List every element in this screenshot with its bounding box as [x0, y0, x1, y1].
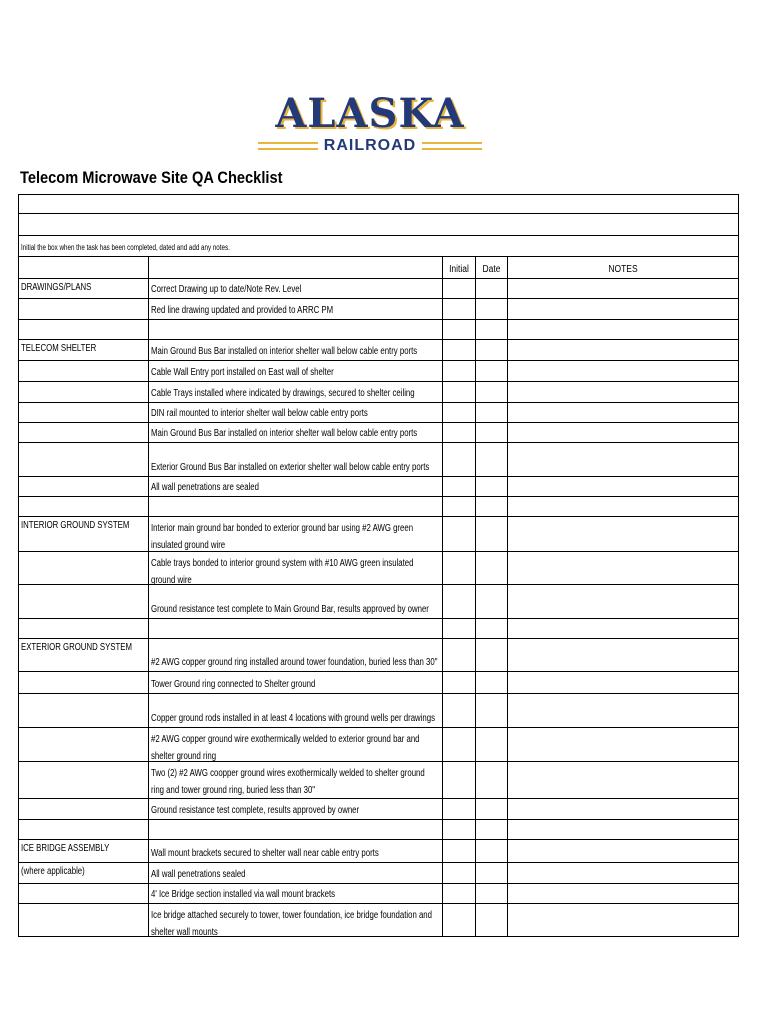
logo-rule	[258, 142, 318, 144]
notes-cell[interactable]	[507, 904, 739, 936]
task-label: All wall penetrations are sealed	[151, 482, 259, 493]
initial-cell[interactable]	[442, 728, 475, 761]
task-label: Red line drawing updated and provided to ARRC PM	[151, 305, 334, 316]
table-row	[18, 403, 739, 423]
table-row	[18, 552, 739, 585]
section-label: TELECOM SHELTER	[21, 343, 97, 354]
table-row	[18, 672, 739, 694]
date-cell[interactable]	[475, 619, 507, 638]
logo-rule	[422, 142, 482, 144]
table-row	[18, 214, 739, 236]
section-cell	[18, 299, 148, 319]
task-cell	[148, 299, 442, 319]
date-cell[interactable]	[475, 672, 507, 693]
section-label: (where applicable)	[21, 866, 85, 877]
notes-cell[interactable]	[507, 361, 739, 381]
initial-cell[interactable]	[442, 423, 475, 442]
table-row	[18, 863, 739, 884]
notes-cell[interactable]	[507, 672, 739, 693]
initial-cell[interactable]	[442, 552, 475, 584]
task-cell	[148, 820, 442, 839]
task-label: Two (2) #2 AWG coopper ground wires exothermically welded to shelter ground ring and tower ground ring, buried less than 30"	[151, 768, 425, 796]
initial-cell[interactable]	[442, 517, 475, 551]
table-row	[18, 840, 739, 863]
task-label: #2 AWG copper ground wire exothermically welded to exterior ground bar and shelter ground ring	[151, 734, 420, 762]
task-cell	[148, 423, 442, 442]
section-cell	[18, 320, 148, 339]
table-row	[18, 820, 739, 840]
date-cell[interactable]	[475, 904, 507, 936]
section-cell	[18, 517, 148, 551]
section-cell	[18, 884, 148, 903]
table-row	[18, 340, 739, 361]
section-cell	[18, 799, 148, 819]
date-cell[interactable]	[475, 639, 507, 671]
notes-cell[interactable]	[507, 320, 739, 339]
task-label: Correct Drawing up to date/Note Rev. Level	[151, 284, 302, 295]
task-label: 4' Ice Bridge section installed via wall mount brackets	[151, 889, 336, 900]
initial-cell[interactable]	[442, 477, 475, 496]
task-cell	[148, 517, 442, 551]
date-cell[interactable]	[475, 799, 507, 819]
section-cell	[18, 423, 148, 442]
task-cell	[148, 840, 442, 862]
task-label: Main Ground Bus Bar installed on interior shelter wall below cable entry ports	[151, 428, 418, 439]
table-row	[18, 884, 739, 904]
notes-cell[interactable]	[507, 299, 739, 319]
table-row	[18, 361, 739, 382]
blank-cell[interactable]	[18, 214, 739, 235]
table-row	[18, 762, 739, 799]
blank-cell[interactable]	[18, 195, 739, 213]
date-cell[interactable]	[475, 694, 507, 727]
table-row	[18, 694, 739, 728]
section-cell	[18, 728, 148, 761]
section-cell	[18, 403, 148, 422]
initial-header-label: Initial	[449, 264, 469, 275]
task-cell	[148, 320, 442, 339]
initial-cell[interactable]	[442, 361, 475, 381]
date-cell[interactable]	[475, 361, 507, 381]
task-cell	[148, 619, 442, 638]
date-cell[interactable]	[475, 762, 507, 798]
section-cell	[18, 552, 148, 584]
task-label: Ground resistance test complete, results approved by owner	[151, 805, 360, 816]
task-label: #2 AWG copper ground ring installed around tower foundation, buried less than 30"	[151, 657, 438, 668]
notes-cell[interactable]	[507, 497, 739, 516]
initial-header	[442, 257, 475, 278]
section-cell	[18, 497, 148, 516]
task-cell	[148, 728, 442, 761]
date-cell[interactable]	[475, 497, 507, 516]
notes-cell[interactable]	[507, 820, 739, 839]
instructions-cell	[18, 236, 739, 256]
section-cell	[18, 762, 148, 798]
task-cell	[148, 340, 442, 360]
date-cell[interactable]	[475, 477, 507, 496]
date-cell[interactable]	[475, 728, 507, 761]
section-label: ICE BRIDGE ASSEMBLY	[21, 843, 110, 854]
task-cell	[148, 497, 442, 516]
section-cell	[18, 840, 148, 862]
date-cell[interactable]	[475, 863, 507, 883]
task-label: Interior main ground bar bonded to exterior ground bar using #2 AWG green insulated ground wire	[151, 523, 414, 551]
table-row	[18, 799, 739, 820]
section-cell	[18, 340, 148, 360]
task-cell	[148, 477, 442, 496]
notes-cell[interactable]	[507, 884, 739, 903]
section-cell	[18, 639, 148, 671]
initial-cell[interactable]	[442, 694, 475, 727]
section-label: INTERIOR GROUND SYSTEM	[21, 520, 130, 531]
initial-cell[interactable]	[442, 884, 475, 903]
date-cell[interactable]	[475, 840, 507, 862]
table-row	[18, 423, 739, 443]
date-cell[interactable]	[475, 443, 507, 476]
task-label: All wall penetrations sealed	[151, 869, 246, 880]
task-cell	[148, 694, 442, 727]
date-cell[interactable]	[475, 340, 507, 360]
date-cell[interactable]	[475, 552, 507, 584]
date-cell[interactable]	[475, 820, 507, 839]
date-cell[interactable]	[475, 884, 507, 903]
task-cell	[148, 443, 442, 476]
task-label: Cable trays bonded to interior ground system with #10 AWG green insulated ground wire	[151, 558, 414, 586]
task-label: Main Ground Bus Bar installed on interior shelter wall below cable entry ports	[151, 346, 418, 357]
logo-subline	[244, 136, 496, 158]
notes-cell[interactable]	[507, 762, 739, 798]
table-row	[18, 517, 739, 552]
task-label: Cable Wall Entry port installed on East wall of shelter	[151, 367, 334, 378]
date-cell[interactable]	[475, 320, 507, 339]
task-label: Wall mount brackets secured to shelter wall near cable entry ports	[151, 848, 379, 859]
notes-cell[interactable]	[507, 694, 739, 727]
table-row	[18, 320, 739, 340]
initial-cell[interactable]	[442, 443, 475, 476]
table-row	[18, 443, 739, 477]
initial-cell[interactable]	[442, 403, 475, 422]
notes-cell[interactable]	[507, 403, 739, 422]
table-row	[18, 728, 739, 762]
task-cell	[148, 403, 442, 422]
task-label: Tower Ground ring connected to Shelter ground	[151, 679, 316, 690]
table-row	[18, 639, 739, 672]
task-cell	[148, 552, 442, 584]
task-cell	[148, 279, 442, 298]
task-label: Cable Trays installed where indicated by drawings, secured to shelter ceiling	[151, 388, 415, 399]
initial-cell[interactable]	[442, 279, 475, 298]
section-cell	[18, 904, 148, 936]
notes-cell[interactable]	[507, 639, 739, 671]
instructions-row	[18, 236, 739, 257]
section-cell	[18, 672, 148, 693]
notes-cell[interactable]	[507, 517, 739, 551]
initial-cell[interactable]	[442, 619, 475, 638]
initial-cell[interactable]	[442, 299, 475, 319]
date-cell[interactable]	[475, 585, 507, 618]
header-row	[18, 257, 739, 279]
date-cell[interactable]	[475, 423, 507, 442]
table-row	[18, 904, 739, 937]
section-cell	[18, 694, 148, 727]
task-label: Exterior Ground Bus Bar installed on exterior shelter wall below cable entry ports	[151, 462, 430, 473]
initial-cell[interactable]	[442, 799, 475, 819]
section-cell	[18, 361, 148, 381]
notes-cell[interactable]	[507, 552, 739, 584]
task-cell	[148, 672, 442, 693]
task-cell	[148, 799, 442, 819]
notes-cell[interactable]	[507, 443, 739, 476]
section-cell	[18, 820, 148, 839]
notes-cell[interactable]	[507, 340, 739, 360]
task-label: Ice bridge attached securely to tower, tower foundation, ice bridge foundation and shelter wall mounts	[151, 910, 432, 938]
section-cell	[18, 279, 148, 298]
date-cell[interactable]	[475, 299, 507, 319]
initial-cell[interactable]	[442, 340, 475, 360]
date-cell[interactable]	[475, 382, 507, 402]
date-cell[interactable]	[475, 403, 507, 422]
initial-cell[interactable]	[442, 585, 475, 618]
logo-wordmark: ALASKA	[275, 90, 465, 137]
task-cell	[148, 904, 442, 936]
table-row	[18, 585, 739, 619]
table-row	[18, 279, 739, 299]
task-cell	[148, 762, 442, 798]
task-cell	[148, 361, 442, 381]
date-cell[interactable]	[475, 517, 507, 551]
date-header-label: Date	[482, 264, 501, 275]
task-label: Copper ground rods installed in at least 4 locations with ground wells per drawings	[151, 713, 435, 724]
instructions-text: Initial the box when the task has been completed, dated and add any notes.	[21, 243, 230, 252]
table-row	[18, 194, 739, 214]
initial-cell[interactable]	[442, 863, 475, 883]
initial-cell[interactable]	[442, 672, 475, 693]
section-cell	[18, 443, 148, 476]
section-cell	[18, 585, 148, 618]
task-cell	[148, 863, 442, 883]
table-row	[18, 382, 739, 403]
checklist-table	[18, 194, 739, 937]
initial-cell[interactable]	[442, 840, 475, 862]
initial-cell[interactable]	[442, 904, 475, 936]
notes-cell[interactable]	[507, 382, 739, 402]
logo-rule	[422, 148, 482, 150]
header-cell	[18, 257, 148, 278]
section-label: DRAWINGS/PLANS	[21, 282, 92, 293]
table-row	[18, 477, 739, 497]
task-cell	[148, 884, 442, 903]
section-cell	[18, 863, 148, 883]
date-header	[475, 257, 507, 278]
task-cell	[148, 382, 442, 402]
notes-cell[interactable]	[507, 619, 739, 638]
alaska-railroad-logo	[244, 92, 496, 166]
initial-cell[interactable]	[442, 762, 475, 798]
task-label: DIN rail mounted to interior shelter wall below cable entry ports	[151, 408, 368, 419]
notes-cell[interactable]	[507, 728, 739, 761]
task-cell	[148, 585, 442, 618]
initial-cell[interactable]	[442, 639, 475, 671]
page-title: Telecom Microwave Site QA Checklist	[20, 168, 283, 187]
date-cell[interactable]	[475, 279, 507, 298]
notes-cell[interactable]	[507, 477, 739, 496]
section-label: EXTERIOR GROUND SYSTEM	[21, 642, 132, 653]
notes-cell[interactable]	[507, 799, 739, 819]
table-row	[18, 497, 739, 517]
notes-header-label: NOTES	[608, 264, 638, 275]
notes-cell[interactable]	[507, 840, 739, 862]
initial-cell[interactable]	[442, 497, 475, 516]
logo-railroad-text: RAILROAD	[323, 137, 417, 154]
initial-cell[interactable]	[442, 820, 475, 839]
notes-cell[interactable]	[507, 863, 739, 883]
task-label: Ground resistance test complete to Main Ground Bar, results approved by owner	[151, 604, 429, 615]
notes-cell[interactable]	[507, 423, 739, 442]
header-cell	[148, 257, 442, 278]
notes-cell[interactable]	[507, 279, 739, 298]
section-cell	[18, 477, 148, 496]
initial-cell[interactable]	[442, 382, 475, 402]
notes-header	[507, 257, 739, 278]
section-cell	[18, 382, 148, 402]
table-row	[18, 619, 739, 639]
task-cell	[148, 639, 442, 671]
table-row	[18, 299, 739, 320]
notes-cell[interactable]	[507, 585, 739, 618]
initial-cell[interactable]	[442, 320, 475, 339]
logo-rule	[258, 148, 318, 150]
section-cell	[18, 619, 148, 638]
